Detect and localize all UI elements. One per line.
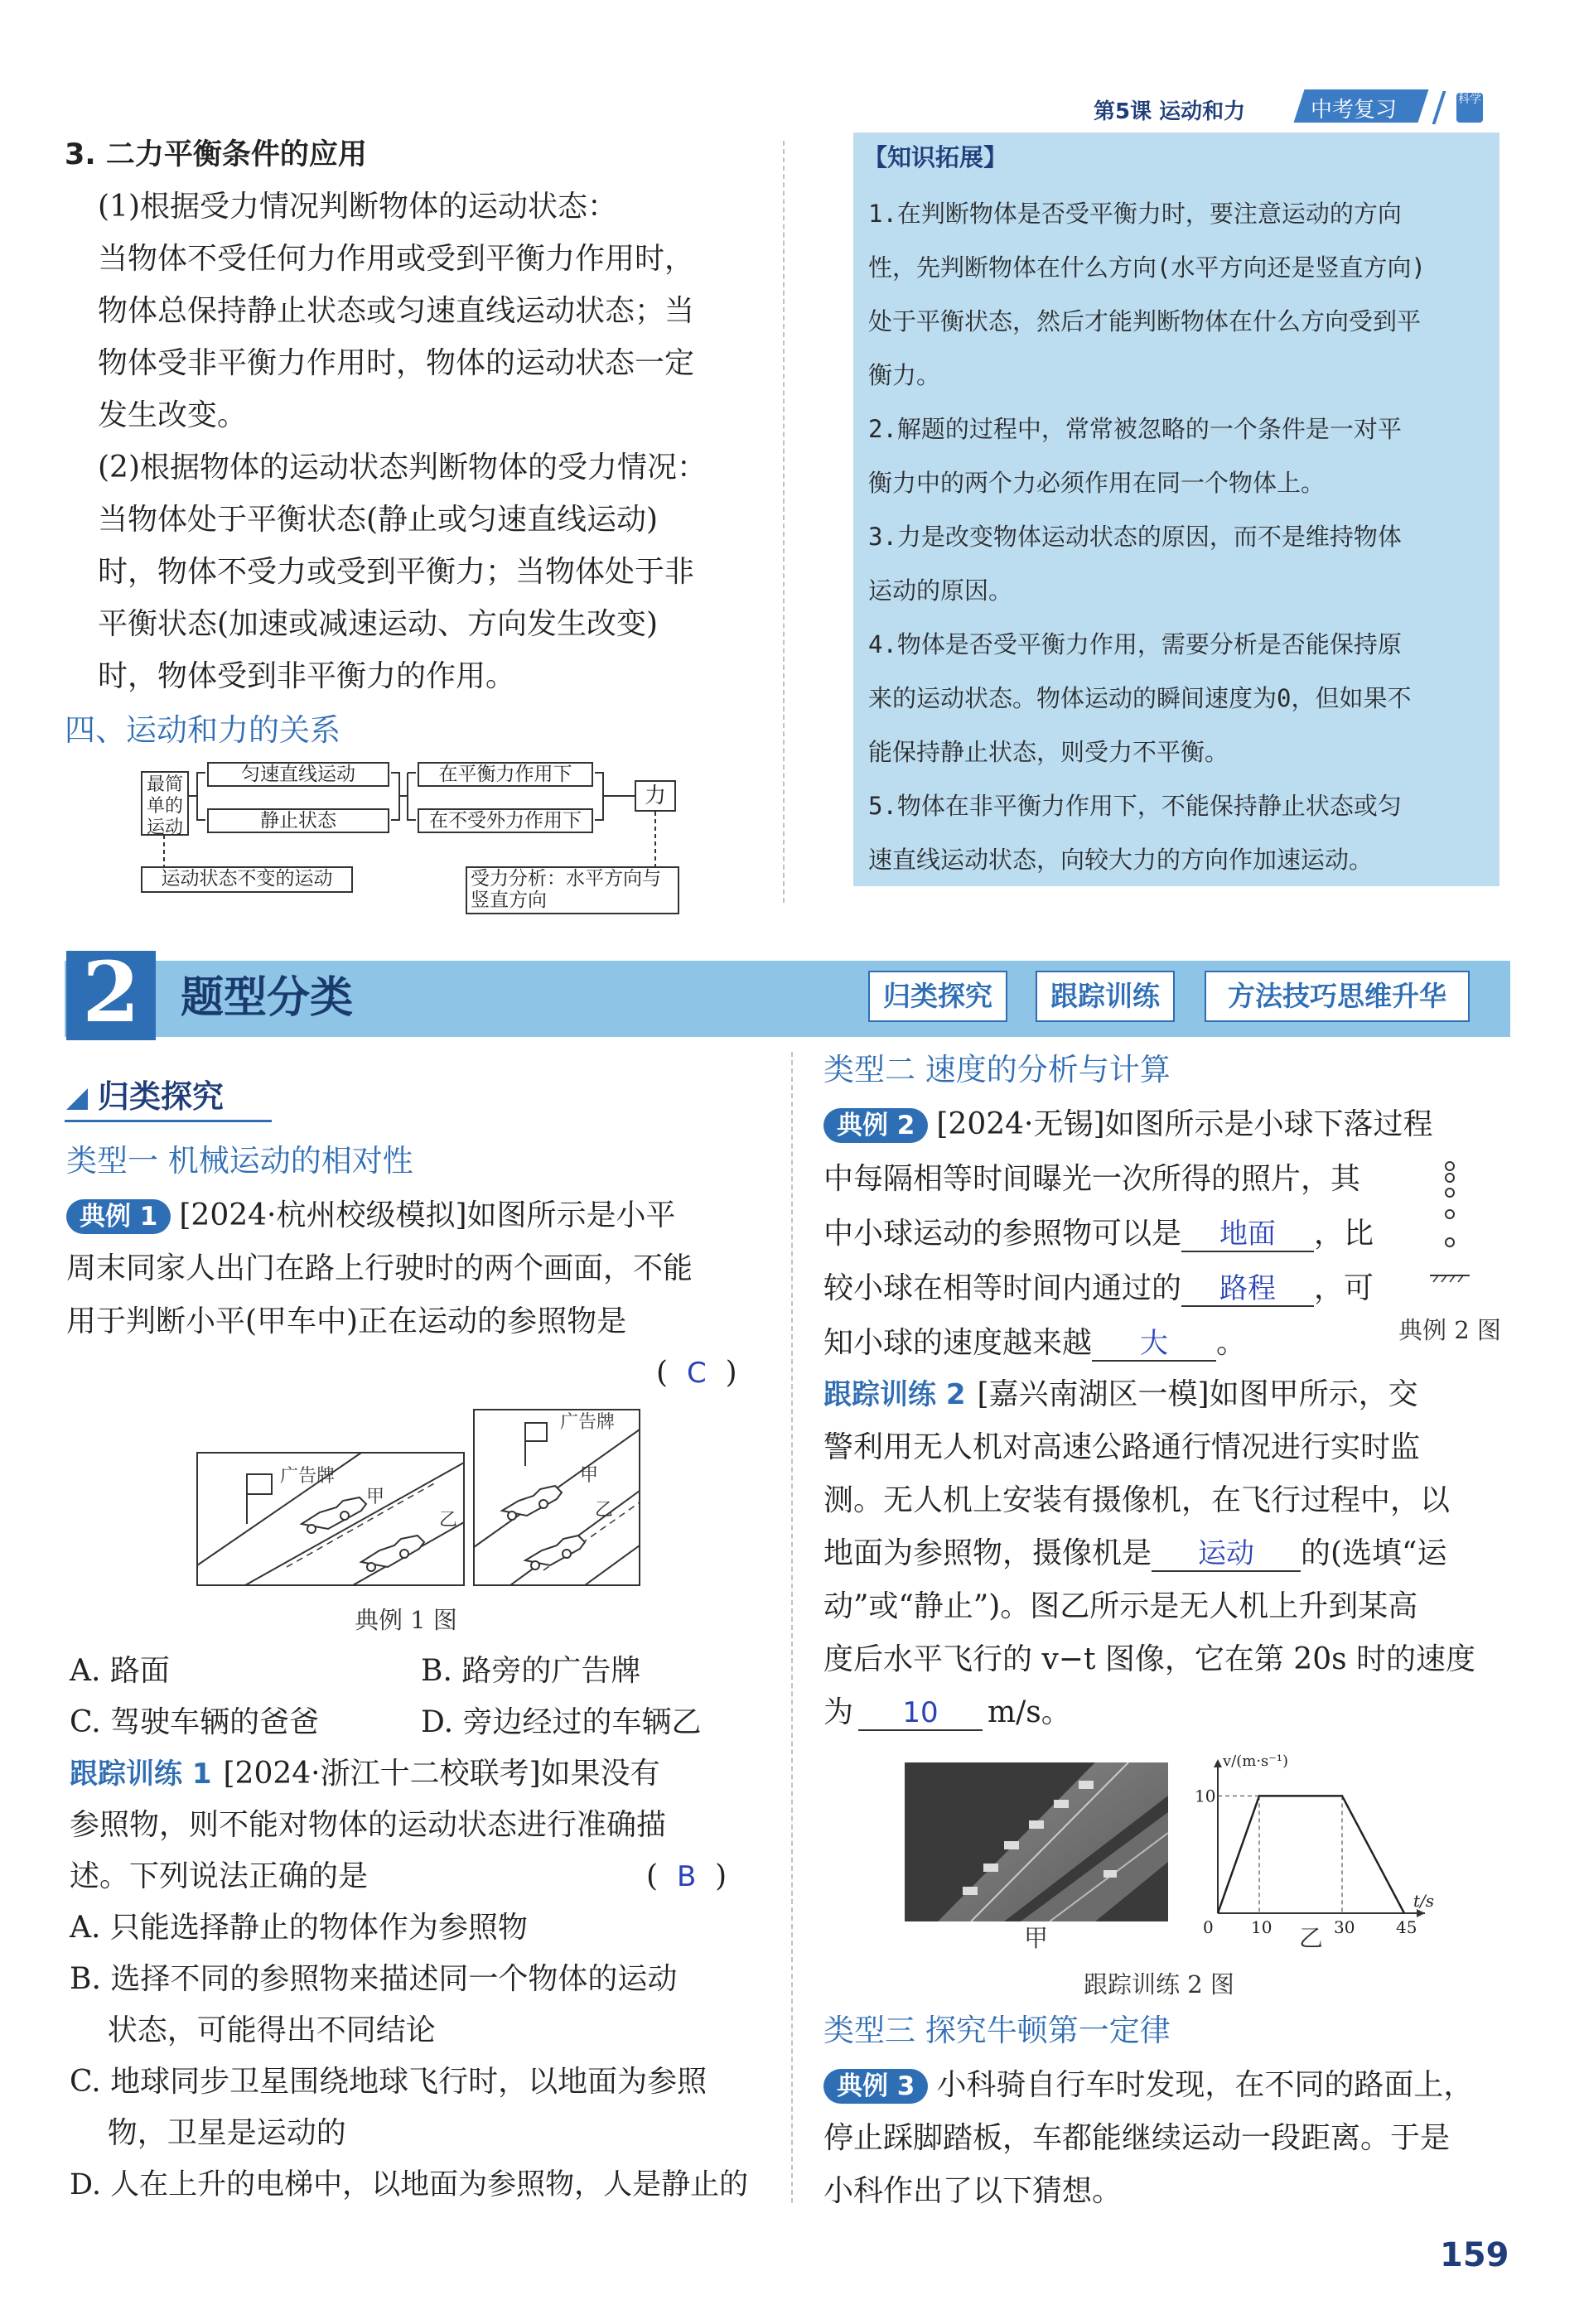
example1-option-a[interactable]: A. 路面 bbox=[70, 1654, 170, 1688]
diagram-force: 力 bbox=[635, 780, 676, 812]
training1-text: [2024·浙江十二校联考]如果没有 bbox=[223, 1757, 660, 1791]
example2-text: 。 bbox=[1216, 1326, 1247, 1360]
training2-answer1: 运动 bbox=[1198, 1537, 1255, 1570]
training1-label: 跟踪训练 1 bbox=[70, 1757, 212, 1791]
diagram-balanced-force: 在平衡力作用下 bbox=[418, 762, 593, 787]
training1-line1 bbox=[70, 1756, 660, 1792]
text-line: 当物体不受任何力作用或受到平衡力作用时， bbox=[98, 242, 695, 276]
header-slash bbox=[1432, 91, 1446, 124]
example2-line3 bbox=[823, 1216, 1374, 1252]
training1-answer-bracket: ( B ) bbox=[646, 1859, 727, 1893]
training2-line7 bbox=[823, 1695, 1071, 1731]
vt-ytick-label: 10 bbox=[1195, 1786, 1216, 1806]
text-line: 平衡状态(加速或减速运动、方向发生改变) bbox=[98, 607, 659, 641]
fig1-caption: 典例 1 图 bbox=[355, 1606, 457, 1634]
knowledge-extension-box bbox=[853, 133, 1499, 886]
text-line: 时，物体不受力或受到平衡力；当物体处于非 bbox=[98, 555, 695, 589]
training2-text: m/s。 bbox=[988, 1695, 1071, 1729]
tab-tracking-training[interactable]: 跟踪训练 bbox=[1036, 971, 1175, 1022]
section-4-heading: 四、运动和力的关系 bbox=[65, 712, 340, 748]
training2-line3: 测。无人机上安装有摄像机，在飞行过程中，以 bbox=[823, 1483, 1451, 1517]
example2-text: 知小球的速度越来越 bbox=[823, 1326, 1093, 1360]
banner-number: 2 bbox=[82, 943, 140, 1041]
example1-figure bbox=[196, 1408, 643, 1590]
knowledge-line: 能保持静止状态，则受力不平衡。 bbox=[868, 738, 1229, 766]
fig3-caption: 跟踪训练 2 图 bbox=[1084, 1970, 1234, 1999]
fig1-yi-label-left: 乙 bbox=[439, 1510, 458, 1531]
example1-text: [2024·杭州校级模拟]如图所示是小平 bbox=[179, 1198, 676, 1232]
example2-line5 bbox=[823, 1325, 1246, 1362]
example2-blank2[interactable] bbox=[1181, 1272, 1314, 1307]
training2-answer2: 10 bbox=[902, 1696, 939, 1729]
knowledge-line: 运动的原因。 bbox=[868, 576, 1013, 605]
training2-line4 bbox=[823, 1536, 1446, 1572]
training2-label: 跟踪训练 2 bbox=[823, 1378, 966, 1411]
graph-label: 乙 bbox=[1299, 1924, 1324, 1952]
example3-text: 小科骑自行车时发现，在不同的路面上， bbox=[936, 2068, 1474, 2102]
fig2-caption: 典例 2 图 bbox=[1398, 1316, 1501, 1344]
example1-answer-bracket: ( C ) bbox=[656, 1356, 737, 1390]
example2-text: ，比 bbox=[1314, 1217, 1374, 1251]
knowledge-line: 衡力。 bbox=[868, 361, 941, 389]
fig1-yi-label-right: 乙 bbox=[595, 1500, 614, 1521]
diagram-unchanged-motion: 运动状态不变的运动 bbox=[141, 866, 353, 893]
text-line: 时，物体受到非平衡力的作用。 bbox=[98, 659, 516, 693]
banner-title: 题型分类 bbox=[181, 973, 354, 1023]
knowledge-title: 【知识拓展】 bbox=[863, 143, 1008, 171]
graph-xlabel: t/s bbox=[1413, 1891, 1435, 1911]
training1-option[interactable]: B. 选择不同的参照物来描述同一个物体的运动 bbox=[70, 1962, 678, 1996]
training2-text: 地面为参照物，摄像机是 bbox=[823, 1536, 1152, 1570]
text-line: (2)根据物体的运动状态判断物体的受力情况： bbox=[98, 451, 707, 485]
type3-heading: 类型三 探究牛顿第一定律 bbox=[823, 2013, 1171, 2048]
example1-answer: C bbox=[686, 1357, 707, 1390]
diagram-static: 静止状态 bbox=[207, 808, 389, 833]
knowledge-line: 1.在判断物体是否受平衡力时，要注意运动的方向 bbox=[868, 200, 1402, 228]
text-line: 当物体处于平衡状态(静止或匀速直线运动) bbox=[98, 503, 659, 537]
example1-badge: 典例 1 bbox=[66, 1199, 171, 1234]
diagram-uniform-motion: 匀速直线运动 bbox=[207, 762, 389, 787]
knowledge-line: 处于平衡状态，然后才能判断物体在什么方向受到平 bbox=[868, 307, 1422, 335]
text-line: (1)根据受力情况判断物体的运动状态： bbox=[98, 190, 617, 224]
fig1-billboard-label-left: 广告牌 bbox=[280, 1466, 336, 1487]
example2-line1 bbox=[823, 1107, 1433, 1143]
example2-text: 较小球在相等时间内通过的 bbox=[823, 1271, 1182, 1305]
fig1-billboard-label-right: 广告牌 bbox=[560, 1412, 616, 1433]
header-subject: 科学 bbox=[1456, 93, 1483, 123]
training1-option[interactable]: 物，卫星是运动的 bbox=[70, 2116, 346, 2150]
example2-line4 bbox=[823, 1270, 1374, 1307]
training1-option[interactable]: D. 人在上升的电梯中，以地面为参照物，人是静止的 bbox=[70, 2168, 749, 2201]
text-line: 物体受非平衡力作用时，物体的运动状态一定 bbox=[98, 346, 695, 380]
training2-text: 为 bbox=[823, 1695, 854, 1729]
knowledge-line: 4.物体是否受平衡力作用，需要分析是否能保持原 bbox=[868, 630, 1402, 658]
example1-line: 用于判断小平(甲车中)正在运动的参照物是 bbox=[66, 1304, 627, 1338]
section-icon bbox=[66, 1088, 88, 1110]
example1-line: 周末同家人出门在路上行驶时的两个画面，不能 bbox=[66, 1251, 693, 1285]
knowledge-line: 衡力中的两个力必须作用在同一个物体上。 bbox=[868, 469, 1326, 497]
header-lesson: 第5课 运动和力 bbox=[1094, 99, 1246, 124]
knowledge-line: 3.力是改变物体运动状态的原因，而不是维持物体 bbox=[868, 523, 1402, 551]
text-line: 物体总保持静止状态或匀速直线运动状态；当 bbox=[98, 294, 695, 328]
training2-line5: 动”或“静止”)。图乙所示是无人机上升到某高 bbox=[823, 1589, 1418, 1623]
header-tag: 中考复习 bbox=[1311, 98, 1398, 123]
example3-line: 小科作出了以下猜想。 bbox=[823, 2174, 1123, 2208]
highway-photo bbox=[905, 1762, 1168, 1921]
falling-ball-figure bbox=[1425, 1160, 1475, 1284]
diagram-simplest-motion: 最简单的运动 bbox=[141, 771, 189, 836]
example2-text: 中小球运动的参照物可以是 bbox=[823, 1217, 1182, 1251]
example1-option-b[interactable]: B. 路旁的广告牌 bbox=[421, 1654, 641, 1688]
training2-text: 的(选填“运 bbox=[1301, 1536, 1447, 1570]
training2-blank1[interactable] bbox=[1152, 1537, 1301, 1572]
example1-option-c[interactable]: C. 驾驶车辆的爸爸 bbox=[70, 1705, 320, 1739]
training2-line2: 警利用无人机对高速公路通行情况进行实时监 bbox=[823, 1430, 1421, 1464]
example3-line1 bbox=[823, 2067, 1473, 2104]
vt-series-line bbox=[1218, 1796, 1404, 1913]
example2-answer3: 大 bbox=[1140, 1327, 1169, 1360]
example2-text: [2024·无锡]如图所示是小球下落过程 bbox=[936, 1107, 1433, 1141]
vt-xtick-label: 30 bbox=[1334, 1917, 1355, 1937]
type1-heading: 类型一 机械运动的相对性 bbox=[66, 1143, 413, 1179]
training2-text: [嘉兴南湖区一模]如图甲所示，交 bbox=[977, 1377, 1418, 1411]
training1-option[interactable]: A. 只能选择静止的物体作为参照物 bbox=[70, 1911, 528, 1945]
vt-graph bbox=[1193, 1748, 1442, 1938]
section-3-heading: 3. 二力平衡条件的应用 bbox=[65, 138, 367, 171]
knowledge-line: 5.物体在非平衡力作用下，不能保持静止状态或匀 bbox=[868, 792, 1402, 820]
example2-badge: 典例 2 bbox=[823, 1108, 928, 1143]
knowledge-line: 性，先判断物体在什么方向(水平方向还是竖直方向) bbox=[868, 253, 1426, 282]
column-divider-top bbox=[783, 141, 785, 903]
training1-answer: B bbox=[676, 1860, 697, 1893]
type2-heading: 类型二 速度的分析与计算 bbox=[823, 1052, 1171, 1087]
example2-answer1: 地面 bbox=[1219, 1217, 1277, 1251]
section-category-explore: 归类探究 bbox=[98, 1078, 225, 1115]
graph-ylabel: v/(m·s⁻¹) bbox=[1223, 1753, 1289, 1770]
training2-line6: 度后水平飞行的 v−t 图像，它在第 20s 时的速度 bbox=[823, 1642, 1476, 1676]
training2-blank2[interactable] bbox=[858, 1696, 983, 1731]
training1-option[interactable]: 状态，可能得出不同结论 bbox=[70, 2013, 436, 2047]
motion-force-diagram bbox=[141, 764, 704, 911]
training2-line1 bbox=[823, 1377, 1418, 1413]
training1-option[interactable]: C. 地球同步卫星围绕地球飞行时，以地面为参照 bbox=[70, 2065, 707, 2099]
example2-text: ，可 bbox=[1314, 1271, 1374, 1305]
vt-xtick-label: 10 bbox=[1251, 1917, 1273, 1937]
example3-badge: 典例 3 bbox=[823, 2069, 928, 2104]
example3-line: 停止踩脚踏板，车都能继续运动一段距离。于是 bbox=[823, 2121, 1451, 2155]
section-underline bbox=[65, 1120, 272, 1122]
training1-line: 参照物，则不能对物体的运动状态进行准确描 bbox=[70, 1808, 667, 1842]
training1-line: 述。下列说法正确的是 bbox=[70, 1859, 369, 1893]
vt-xtick-label: 45 bbox=[1396, 1917, 1417, 1937]
photo-label: 甲 bbox=[1024, 1924, 1049, 1952]
diagram-force-analysis: 受力分析：水平方向与竖直方向 bbox=[466, 866, 679, 914]
example1-line1 bbox=[66, 1198, 676, 1234]
example2-line2: 中每隔相等时间曝光一次所得的照片，其 bbox=[823, 1162, 1361, 1196]
fig1-jia-label-left: 甲 bbox=[366, 1487, 385, 1507]
column-divider-bottom bbox=[791, 1052, 793, 2203]
knowledge-line: 来的运动状态。物体运动的瞬间速度为0，但如果不 bbox=[868, 684, 1412, 712]
knowledge-line: 速直线运动状态，向较大力的方向作加速运动。 bbox=[868, 846, 1374, 874]
diagram-no-external-force: 在不受外力作用下 bbox=[418, 808, 593, 833]
example2-blank3[interactable] bbox=[1092, 1327, 1216, 1362]
example1-option-d[interactable]: D. 旁边经过的车辆乙 bbox=[421, 1705, 702, 1739]
text-line: 发生改变。 bbox=[98, 398, 248, 432]
fig1-jia-label-right: 甲 bbox=[580, 1465, 599, 1486]
example2-answer2: 路程 bbox=[1219, 1272, 1277, 1305]
example2-blank1[interactable] bbox=[1181, 1217, 1314, 1252]
knowledge-line: 2.解题的过程中，常常被忽略的一个条件是一对平 bbox=[868, 415, 1402, 443]
vt-xtick-label: 0 bbox=[1203, 1917, 1214, 1937]
tab-category-explore[interactable]: 归类探究 bbox=[868, 971, 1007, 1022]
header bbox=[1094, 88, 1524, 129]
tab-method-tips[interactable]: 方法技巧思维升华 bbox=[1205, 971, 1470, 1022]
page-number: 159 bbox=[1440, 2236, 1509, 2274]
